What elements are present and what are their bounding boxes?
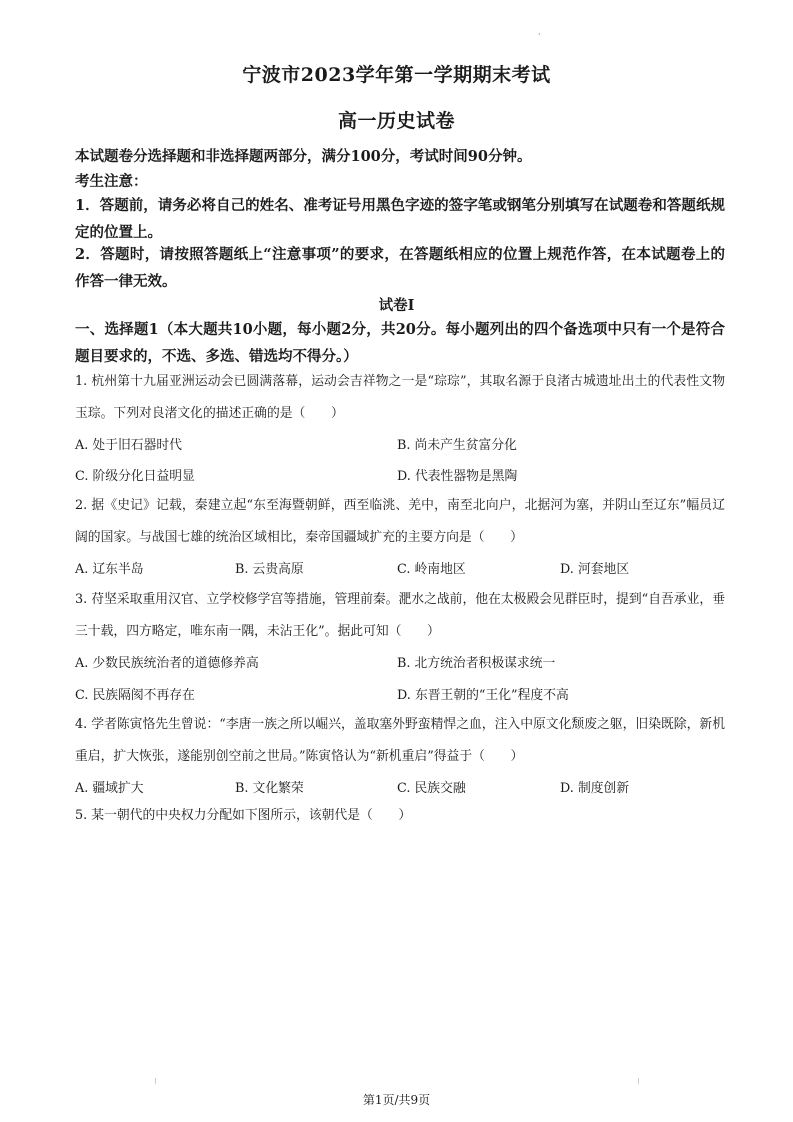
question-1-option-a[interactable]: A. 处于旧石器时代 bbox=[75, 438, 182, 453]
footer-mark bbox=[638, 1078, 639, 1084]
footer-mark bbox=[155, 1078, 156, 1084]
question-2-option-a[interactable]: A. 辽东半岛 bbox=[75, 562, 144, 577]
question-1-option-b[interactable]: B. 尚未产生贫富分化 bbox=[397, 438, 517, 453]
section-heading: 一、选择题1（本大题共10小题，每小题2分，共20分。每小题列出的四个备选项中只有一个是符合题目要求的，不选、多选、错选均不得分。） bbox=[75, 321, 725, 365]
question-4-stem: 4. 学者陈寅恪先生曾说：“李唐一族之所以崛兴，盖取塞外野蛮精悍之血，注入中原文化颓废之躯，旧染既除，新机重启，扩大恢张，遂能别创空前之世局。”陈寅恪认为“新机重启”得益于（ ） bbox=[75, 717, 725, 764]
question-2-option-d[interactable]: D. 河套地区 bbox=[560, 562, 630, 577]
notice-label: 考生注意： bbox=[75, 173, 148, 190]
question-2-option-b[interactable]: B. 云贵高原 bbox=[235, 562, 304, 577]
question-4-option-b[interactable]: B. 文化繁荣 bbox=[235, 781, 304, 796]
question-4-option-c[interactable]: C. 民族交融 bbox=[397, 781, 466, 796]
question-1-stem: 1. 杭州第十九届亚洲运动会已圆满落幕，运动会吉祥物之一是“琮琮”，其取名源于良渚古城遗址出土的代表性文物玉琮。下列对良渚文化的描述正确的是（ ） bbox=[75, 374, 725, 421]
question-4-option-a[interactable]: A. 疆域扩大 bbox=[75, 781, 144, 796]
question-1-option-c[interactable]: C. 阶级分化日益明显 bbox=[75, 469, 195, 484]
question-3-option-b[interactable]: B. 北方统治者积极谋求统一 bbox=[397, 656, 556, 671]
notice-item-2: 2．答题时，请按照答题纸上“注意事项”的要求，在答题纸相应的位置上规范作答，在本试题卷上的作答一律无效。 bbox=[75, 246, 725, 290]
question-5-stem: 5. 某一朝代的中央权力分配如下图所示，该朝代是（ ） bbox=[75, 808, 412, 823]
question-3-option-c[interactable]: C. 民族隔阂不再存在 bbox=[75, 688, 195, 703]
exam-title: 宁波市2023学年第一学期期末考试 bbox=[242, 64, 551, 86]
question-4-option-d[interactable]: D. 制度创新 bbox=[560, 781, 630, 796]
question-3-option-d[interactable]: D. 东晋王朝的“王化”程度不高 bbox=[397, 688, 569, 703]
question-2-stem: 2. 据《史记》记载，秦建立起“东至海暨朝鲜，西至临洮、羌中，南至北向户，北据河为塞，并阴山至辽东”幅员辽阔的国家。与战国七雄的统治区域相比，秦帝国疆域扩充的主要方向是（ ） bbox=[75, 498, 725, 545]
page-indicator: 第1页/共9页 bbox=[362, 1093, 431, 1107]
question-3-option-a[interactable]: A. 少数民族统治者的道德修养高 bbox=[75, 656, 259, 671]
question-3-stem: 3. 苻坚采取重用汉官、立学校修学宫等措施，管理前秦。淝水之战前，他在太极殿会见群臣时，提到“自吾承业，垂三十载，四方略定，唯东南一隅，未沾王化”。据此可知（ ） bbox=[75, 592, 725, 639]
exam-subtitle: 高一历史试卷 bbox=[337, 110, 455, 132]
section-label: 试卷Ⅰ bbox=[378, 297, 415, 314]
exam-intro: 本试题卷分选择题和非选择题两部分，满分100分，考试时间90分钟。 bbox=[75, 148, 532, 165]
notice-item-1: 1．答题前，请务必将自己的姓名、准考证号用黑色字迹的签字笔或钢笔分别填写在试题卷和答题纸规定的位置上。 bbox=[75, 197, 725, 241]
question-1-option-d[interactable]: D. 代表性器物是黑陶 bbox=[397, 469, 518, 484]
decorative-dot: · bbox=[538, 30, 541, 39]
question-2-option-c[interactable]: C. 岭南地区 bbox=[397, 562, 466, 577]
